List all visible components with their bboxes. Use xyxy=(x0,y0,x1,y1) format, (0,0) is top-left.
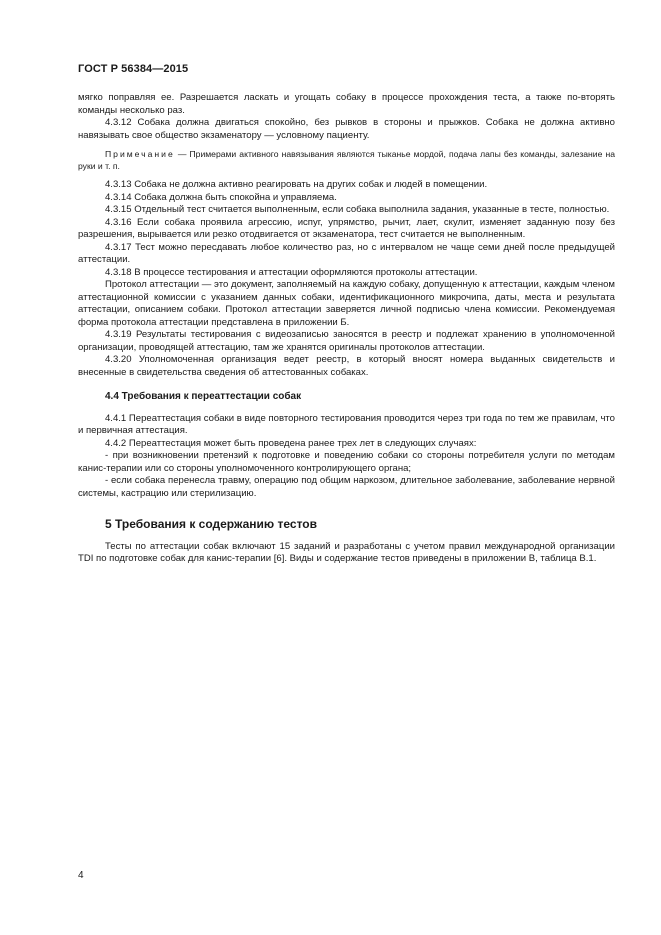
paragraph: 4.3.14 Собака должна быть спокойна и управляема. xyxy=(105,191,337,203)
paragraph: 4.3.16 Если собака проявила агрессию, испуг, упрямство, рычит, лает, скулит, изменяет заданную позу без разрешения, вырывается или резко отодвигается от экзаменатора, тест считается не выполненным. xyxy=(78,216,615,240)
paragraph: 4.3.18 В процессе тестирования и аттестации оформляются протоколы аттестации. xyxy=(105,266,478,278)
paragraph-group-b xyxy=(78,179,615,379)
paragraph: 4.3.12 Собака должна двигаться спокойно, без рывков в стороны и прыжков. Собака не должна активно навязывать свое общество экзаменатору — условному пациенту. xyxy=(78,117,615,141)
note-text: — Примерами активного навязывания являются тыканье мордой, подача лапы без команды, залезание на руки и т. п. xyxy=(78,149,615,171)
note xyxy=(78,149,615,172)
section-heading: 5 Требования к содержанию тестов xyxy=(105,517,317,531)
paragraph-group-a xyxy=(78,92,615,142)
page-number: 4 xyxy=(78,870,84,881)
document-header: ГОСТ Р 56384—2015 xyxy=(78,63,189,75)
paragraph: - при возникновении претензий к подготовке и поведению собаки со стороны потребителя услуги по методам канис-терапии или со стороны уполномоченного контролирующего органа; xyxy=(78,450,615,474)
note-label: Примечание xyxy=(105,149,175,159)
section-heading: 4.4 Требования к переаттестации собак xyxy=(105,391,302,402)
paragraph: 4.3.19 Результаты тестирования с видеозаписью заносятся в реестр и подлежат хранению в уполномоченной организации, проводящей аттестацию, там же хранятся оригиналы протоколов аттестации. xyxy=(78,329,615,353)
paragraph: - если собака перенесла травму, операцию под общим наркозом, длительное заболевание, заболевание нервной системы, кастрацию или стерилизацию. xyxy=(78,475,615,499)
paragraph: 4.3.20 Уполномоченная организация ведет реестр, в который вносят номера выданных свидетельств и внесенные в свидетельства сведения об аттестованных собаках. xyxy=(78,354,615,378)
paragraph: 4.3.17 Тест можно пересдавать любое количество раз, но с интервалом не чаще семи дней после предыдущей аттестации. xyxy=(78,241,615,265)
paragraph: 4.4.1 Переаттестация собаки в виде повторного тестирования проводится через три года по тем же правилам, что и первичная аттестация. xyxy=(78,412,615,436)
paragraph: мягко поправляя ее. Разрешается ласкать и угощать собаку в процессе прохождения теста, а также по-вторять команды несколько раз. xyxy=(78,92,615,116)
paragraph: 4.3.15 Отдельный тест считается выполненным, если собака выполнила задания, указанные в тесте, полностью. xyxy=(105,204,610,215)
paragraph: 4.3.13 Собака не должна активно реагировать на других собак и людей в помещении. xyxy=(105,179,488,190)
section-44-body xyxy=(78,413,615,501)
paragraph: Тесты по аттестации собак включают 15 заданий и разработаны с учетом правил международной организации TDI по подготовке собак для канис-терапии [6]. Виды и содержание тестов приведены в приложении В, таблица В.1. xyxy=(78,540,615,564)
paragraph: 4.4.2 Переаттестация может быть проведена ранее трех лет в следующих случаях: xyxy=(105,437,477,449)
section-5-body xyxy=(78,541,615,566)
paragraph: Протокол аттестации — это документ, заполняемый на каждую собаку, допущенную к аттестации, каждым членом аттестационной комиссии с указанием данных собаки, идентификационного микрочипа, даты, места и результата аттестации, описанием собаки. Протокол аттестации заверяется личной подписью члена комиссии. Рекомендуемая форма протокола аттестации представлена в приложении Б. xyxy=(78,279,615,328)
document-body xyxy=(78,92,615,566)
